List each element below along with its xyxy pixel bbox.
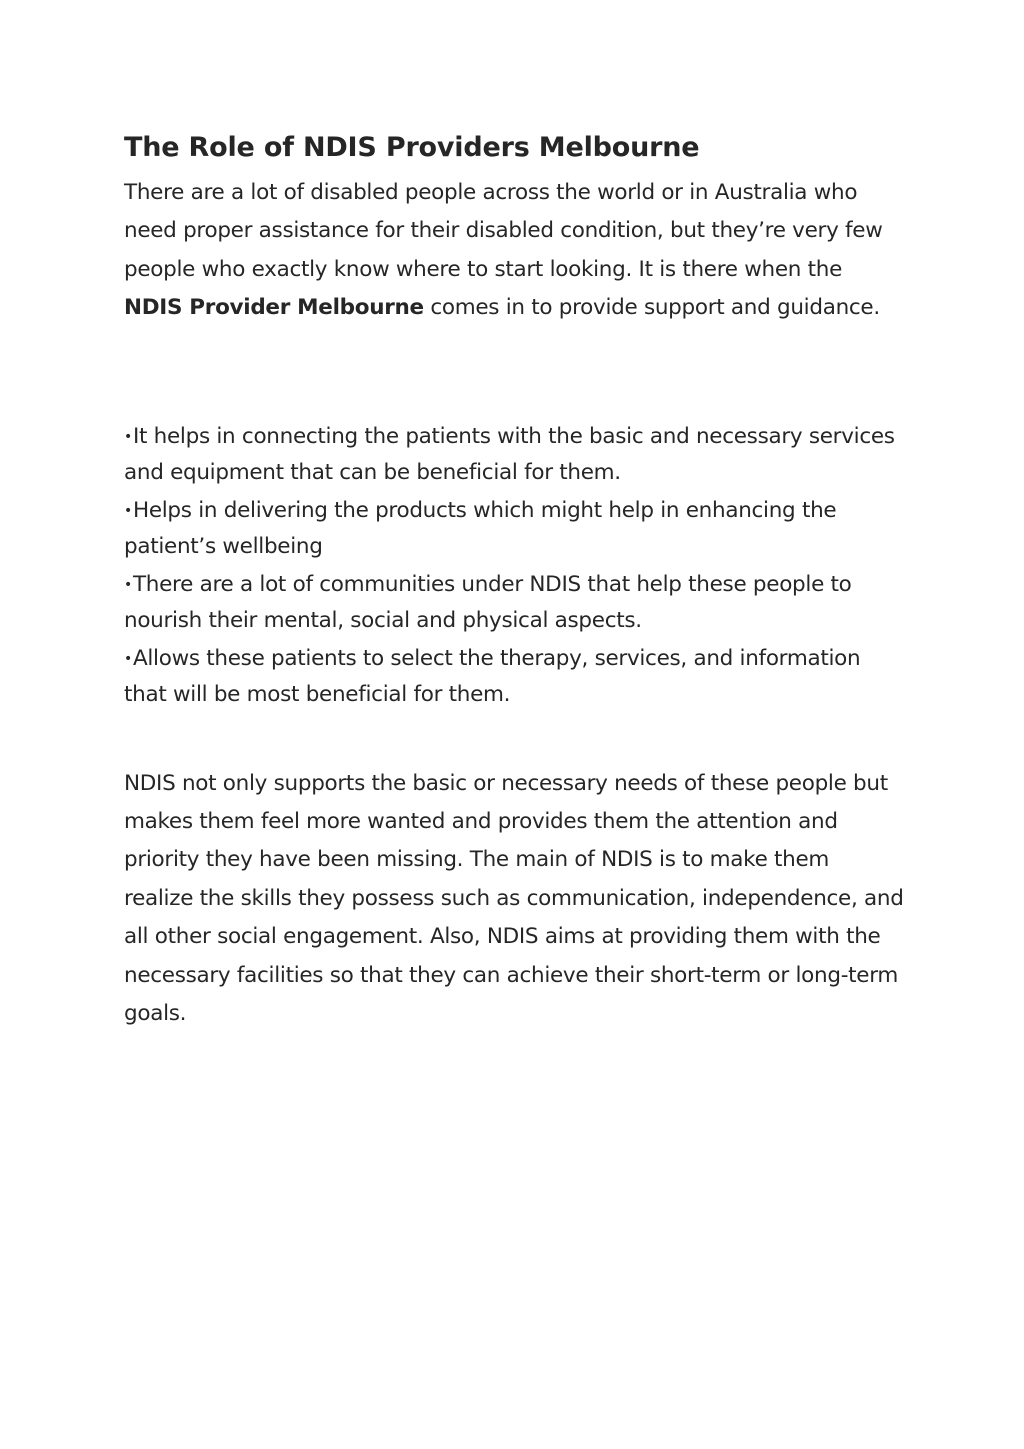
intro-paragraph bbox=[124, 174, 904, 328]
bullet-item bbox=[124, 493, 904, 565]
bullet-item bbox=[124, 567, 904, 639]
bullet-text: Helps in delivering the products which might help in enhancing the patient’s wellbeing bbox=[124, 497, 837, 560]
bullet-text: Allows these patients to select the therapy, services, and information that will be most beneficial for them. bbox=[124, 645, 861, 708]
intro-text-before: There are a lot of disabled people across the world or in Australia who need proper assistance for their disabled condition, but they’re very few people who exactly know where to start looking. It is there when the bbox=[124, 180, 883, 282]
bullet-text: There are a lot of communities under NDIS that help these people to nourish their mental, social and physical aspects. bbox=[124, 571, 852, 634]
bullet-list bbox=[124, 419, 904, 713]
bullet-dot-icon: • bbox=[124, 428, 132, 445]
closing-paragraph: NDIS not only supports the basic or necessary needs of these people but makes them feel more wanted and provides them the attention and priority they have been missing. The main of NDIS is to make them realize the skills they possess such as communication, independence, and all other social engagement. Also, NDIS aims at providing them with the necessary facilities so that they can achieve their short-term or long-term goals. bbox=[124, 770, 904, 1027]
bullet-dot-icon: • bbox=[124, 650, 132, 667]
document-title: The Role of NDIS Providers Melbourne bbox=[124, 132, 700, 163]
bullet-item bbox=[124, 641, 904, 713]
bullet-dot-icon: • bbox=[124, 576, 132, 593]
bullet-dot-icon: • bbox=[124, 502, 132, 519]
intro-bold-provider: NDIS Provider Melbourne bbox=[124, 295, 424, 321]
document-page bbox=[124, 128, 904, 1033]
intro-text-after: comes in to provide support and guidance. bbox=[423, 295, 880, 321]
bullet-item bbox=[124, 419, 904, 491]
bullet-text: It helps in connecting the patients with the basic and necessary services and equipment that can be beneficial for them. bbox=[124, 423, 895, 486]
